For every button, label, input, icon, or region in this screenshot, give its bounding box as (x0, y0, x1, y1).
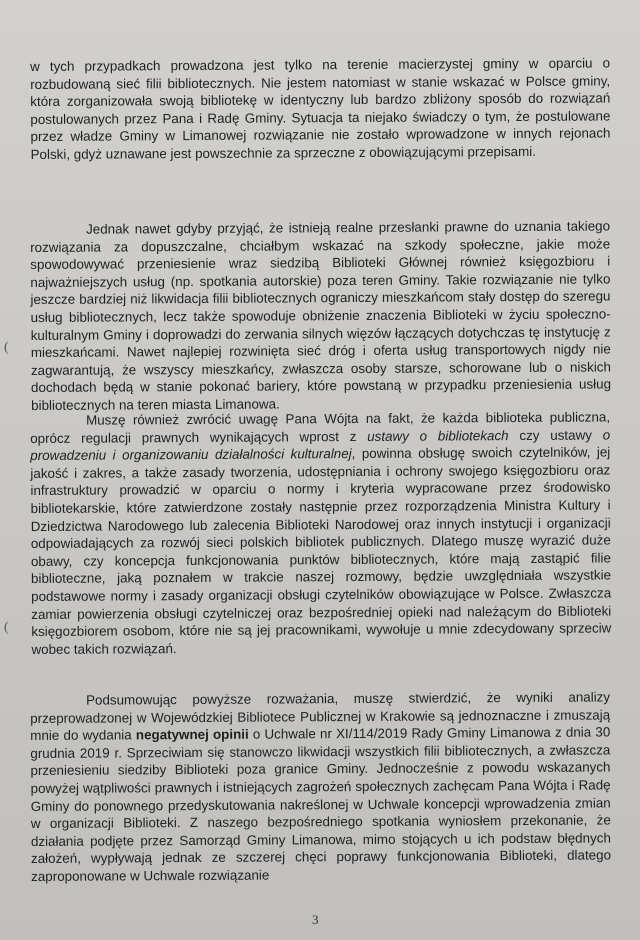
act-title-libraries: ustawy o bibliotekach (367, 427, 509, 444)
paragraph-3-text-c: , powinna obsługę swoich czytelników, jej jakość i zakres, a także zasady tworzenia, udostępniania i ochrony swojego księgozbioru oraz infrastruktury prowadzić w oparciu o normy i kryteria wypracowane przez środowisko bibliotekarskie, które zatwierdzone zostały następnie przez rozporządzenia Ministra Kultury i Dziedzictwa Narodowego lub zalecenia Biblioteki Narodowej oraz innych instytucji i organizacji odpowiadających za rozwój sieci polskich bibliotek publicznych. Dlatego muszę wyrazić duże obawy, czy koncepcja funkcjonowania punktów bibliotecznych, które mają zastąpić filie biblioteczne, jaką poznałem w trakcie naszej rozmowy, będzie uwzględniała wszystkie podstawowe normy i zasady organizacji obsługi czytelników obowiązujące w Polsce. Zwłaszcza zamiar powierzenia obsługi czytelniczej oraz bezpośredniej opieki nad należącym do Biblioteki księgozbiorem osobom, które nie są jej pracownikami, wywołuje u mnie zdecydowany sprzeciw wobec takich rozwiązań. (30, 444, 612, 657)
paragraph-4-text-b: o Uchwale nr XI/114/2019 Rady Gminy Limanowa z dnia 30 grudnia 2019 r. Sprzeciwiam się stanowczo likwidacji wszystkich filii bibliotecznych, a zwłaszcza przeniesieniu siedziby Biblioteki poza granice Gminy. Jednocześnie z powodu wskazanych powyżej wątpliwości prawnych i istniejących zagrożeń społecznych zachęcam Pana Wójta i Radę Gminy do ponownego przedyskutowania nakreślonej w Uchwale koncepcji wprowadzenia zmian w organizacji Biblioteki. Z naszego bezpośredniego spotkania wyniosłem przekonanie, że działania podjęte przez Samorząd Gminy Limanowa, mimo stojących u ich podstaw błędnych założeń, wypływają jednak ze szczerej chęci poprawy funkcjonowania Biblioteki, dlatego zaproponowane w Uchwale rozwiązanie (30, 724, 612, 884)
paragraph-3 (30, 408, 611, 658)
paragraph-3-text-b: czy ustawy (508, 427, 603, 443)
margin-mark: ( (4, 620, 9, 635)
paragraph-2 (30, 217, 611, 414)
negative-opinion-emphasis: negatywnej opinii (135, 726, 249, 743)
paragraph-2-text: Jednak nawet gdyby przyjąć, że istnieją realne przesłanki prawne do uznania takiego rozwiązania za dopuszczalne, chciałbym wskazać na szkody społeczne, jakie może spowodowywać przeniesienie wraz siedzibą Biblioteki Głównej również księgozbioru i najważniejszych usług (np. spotkania autorskie) poza teren Gminy. Takie rozwiązanie nie tylko jeszcze bardziej niż likwidacja filii bibliotecznych ograniczy mieszkańcom stały dostęp do szeregu usług bibliotecznych, lecz także spowoduje obniżenie znaczenia Biblioteki w życiu społeczno-kulturalnym Gminy i doprowadzi do zerwania silnych więzów łączących dotychczas tę instytucję z mieszkańcami. Nawet najlepiej rozwinięta sieć dróg i oferta usług transportowych nigdy nie zagwarantują, że wszyscy mieszkańcy, zwłaszcza osoby starsze, schorowane lub o niskich dochodach będą w stanie pokonać bariery, które powstaną w przypadku przeniesienia usług bibliotecznych na teren miasta Limanowa. (30, 218, 612, 413)
paragraph-1: w tych przypadkach prowadzona jest tylko na terenie macierzystej gminy w oparciu o rozbudowaną sieć filii bibliotecznych. Nie jestem natomiast w stanie wskazać w Polsce gminy, która zorganizowała swoją bibliotekę w identyczny lub bardzo zbliżony sposób do rozwiązań postulowanych przez Pana i Radę Gminy. Sytuacja ta niejako świadczy o tym, że postulowane przez władze Gminy w Limanowej rozwiązanie nie zostało wprowadzone w innych rejonach Polski, gdyż uznawane jest powszechnie za sprzeczne z obowiązującymi przepisami. (30, 55, 611, 162)
paragraph-4 (30, 688, 611, 885)
paragraph-4-text-a: Podsumowując powyższe rozważania, muszę stwierdzić, że wyniki analizy przeprowadzonej w Wojewódzkiej Bibliotece Publicznej w Krakowie są jednoznaczne i zmuszają mnie do wydania (30, 689, 611, 744)
page-number: 3 (312, 912, 319, 927)
act-title-cultural-activity: o prowadzeniu i organizowaniu działalności kulturalnej (30, 427, 611, 464)
paragraph-3-text-a: Muszę również zwrócić uwagę Pana Wójta na fakt, że każda biblioteka publiczna, oprócz regulacji prawnych wynikających wprost z (30, 409, 611, 446)
margin-mark: ( (4, 340, 9, 355)
